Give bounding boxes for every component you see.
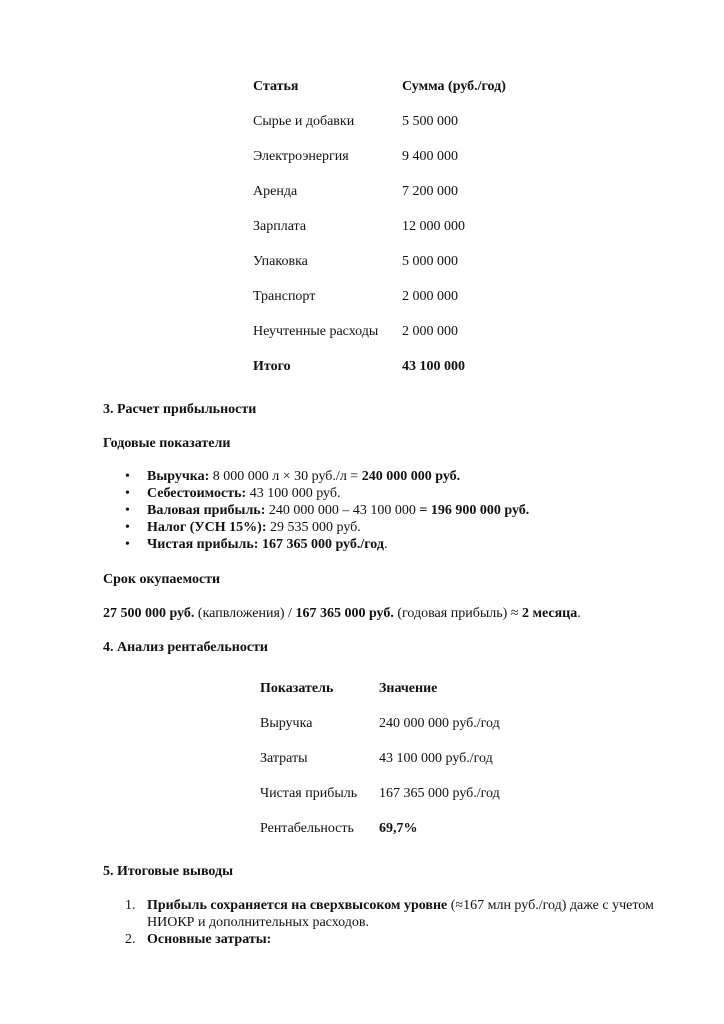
item-number: 1.	[125, 898, 136, 913]
subsection-heading: Годовые показатели	[103, 436, 231, 451]
profit-value: 167 365 000 руб.	[295, 606, 394, 621]
table-row	[253, 113, 522, 148]
table-row	[253, 218, 522, 253]
table-header-cell: Показатель	[260, 681, 334, 696]
list-item	[103, 485, 529, 502]
section-heading: 5. Итоговые выводы	[103, 864, 234, 879]
item-text: 43 100 000 руб.	[246, 486, 341, 501]
section-heading: 3. Расчет прибыльности	[103, 402, 257, 417]
list-item	[103, 519, 529, 536]
table-cell: Чистая прибыль	[260, 786, 358, 801]
bullet-icon: •	[125, 537, 130, 552]
list-item	[103, 536, 529, 553]
table-total-row	[253, 358, 522, 393]
item-number: 2.	[125, 932, 136, 947]
table-row	[260, 820, 539, 855]
table-cell: Упаковка	[253, 254, 308, 269]
table-cell: 9 400 000	[402, 149, 458, 164]
table-cell: Затраты	[260, 751, 308, 766]
table-cell: 167 365 000 руб./год	[379, 786, 500, 801]
table-header-cell: Статья	[253, 79, 299, 94]
capex-note: (капвложения) /	[194, 606, 296, 621]
item-label: Налог (УСН 15%):	[147, 520, 267, 535]
table-row	[260, 750, 539, 785]
item-text: 8 000 000 л × 30 руб./л =	[209, 469, 362, 484]
table-row	[260, 715, 539, 750]
table-cell: Неучтенные расходы	[253, 324, 379, 339]
payback-result: 2 месяца	[521, 606, 578, 621]
costs-table	[253, 78, 522, 393]
bullet-icon: •	[125, 520, 130, 535]
item-label: Выручка:	[147, 469, 210, 484]
table-cell: Транспорт	[253, 289, 316, 304]
table-row	[253, 183, 522, 218]
table-cell: Сырье и добавки	[253, 114, 355, 129]
conclusions-list	[103, 897, 663, 948]
profit-note: (годовая прибыль) ≈	[393, 606, 522, 621]
table-row	[260, 785, 539, 820]
item-bold: Основные затраты:	[147, 932, 272, 947]
list-item	[103, 897, 663, 931]
table-row	[253, 253, 522, 288]
table-header-row	[253, 78, 522, 113]
table-cell: 2 000 000	[402, 289, 458, 304]
table-cell: 240 000 000 руб./год	[379, 716, 500, 731]
table-row	[253, 288, 522, 323]
item-text: (≈167 млн руб./год) даже с учетом НИОКР и дополнительных расходов.	[147, 898, 654, 930]
bullet-icon: •	[125, 486, 130, 501]
payback-paragraph	[103, 605, 581, 623]
payback-end: .	[577, 606, 581, 621]
list-item	[103, 468, 529, 485]
table-header-cell: Сумма (руб./год)	[402, 79, 506, 94]
item-value: 240 000 000 руб.	[361, 469, 461, 484]
item-label: Валовая прибыль:	[147, 503, 266, 518]
capex-value: 27 500 000 руб.	[103, 606, 195, 621]
list-item	[103, 502, 529, 519]
table-cell: 69,7%	[379, 821, 418, 836]
table-row	[253, 323, 522, 358]
table-row	[253, 148, 522, 183]
bullet-icon: •	[125, 503, 130, 518]
table-cell: Рентабельность	[260, 821, 354, 836]
item-text: 29 535 000 руб.	[266, 520, 361, 535]
table-header-cell: Значение	[379, 681, 438, 696]
annual-metrics-list	[103, 468, 529, 553]
table-cell: 5 000 000	[402, 254, 458, 269]
table-cell: Аренда	[253, 184, 298, 199]
item-tail: .	[383, 537, 388, 552]
profitability-table	[260, 680, 539, 855]
item-value: = 196 900 000 руб.	[419, 503, 530, 518]
table-cell: 7 200 000	[402, 184, 458, 199]
section-heading: 4. Анализ рентабельности	[103, 640, 268, 655]
table-header-row	[260, 680, 539, 715]
list-item	[103, 931, 663, 948]
item-bold: Прибыль сохраняется на сверхвысоком уровне	[147, 898, 448, 913]
table-cell: 2 000 000	[402, 324, 458, 339]
table-cell: 43 100 000	[402, 359, 465, 374]
table-cell: 43 100 000 руб./год	[379, 751, 493, 766]
item-label: Чистая прибыль:	[147, 537, 259, 552]
table-cell: 5 500 000	[402, 114, 458, 129]
item-label: Себестоимость:	[147, 486, 247, 501]
table-cell: 12 000 000	[402, 219, 465, 234]
bullet-icon: •	[125, 469, 130, 484]
table-cell: Электроэнергия	[253, 149, 349, 164]
subsection-heading: Срок окупаемости	[103, 572, 221, 587]
table-cell: Итого	[253, 359, 291, 374]
item-value: 167 365 000 руб./год	[261, 537, 384, 552]
table-cell: Выручка	[260, 716, 313, 731]
table-cell: Зарплата	[253, 219, 307, 234]
item-text: 240 000 000 – 43 100 000	[265, 503, 420, 518]
